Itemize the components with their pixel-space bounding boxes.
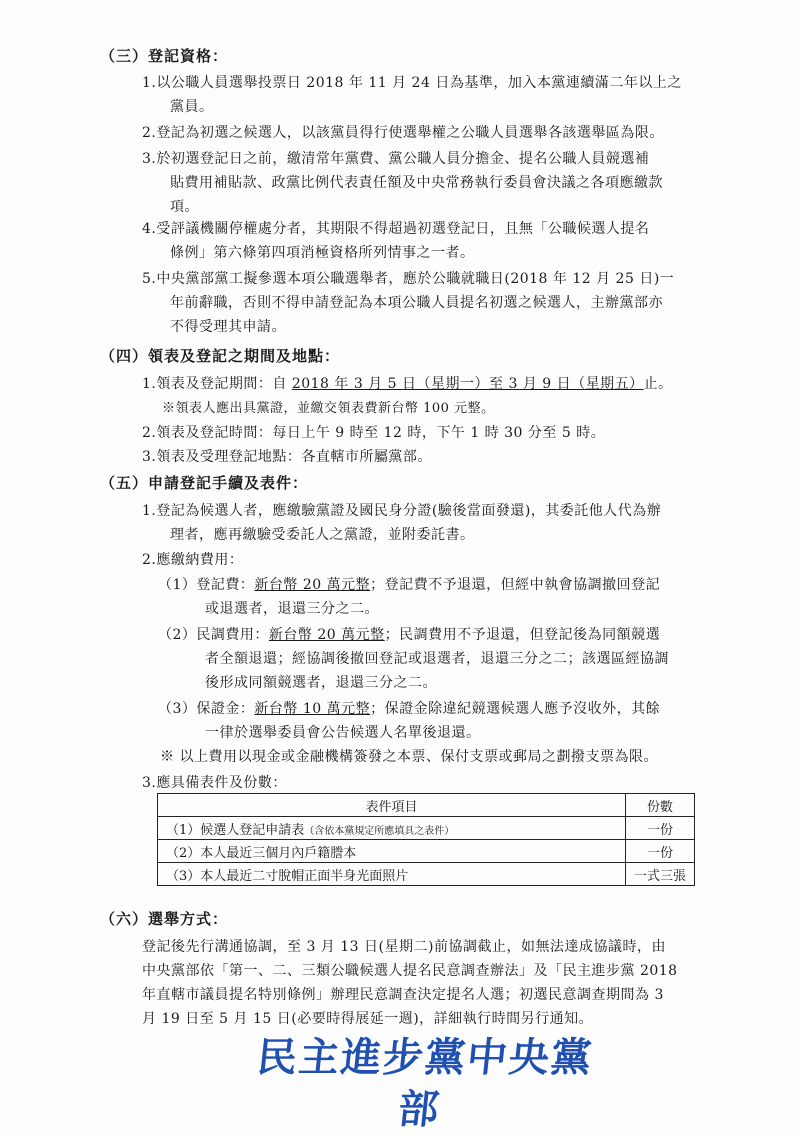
section-4-title: （四）領表及登記之期間及地點： — [100, 347, 341, 365]
sec4-note: ※領表人應出具黨證，並繳交領表費新台幣 100 元整。 — [162, 401, 495, 416]
fee2-amount: 新台幣 20 萬元整 — [268, 627, 385, 643]
sec3-item2: 2.登記為初選之候選人，以該黨員得行使選舉權之公職人員選舉各該選舉區為限。 — [142, 125, 664, 141]
sec3-item3-line3: 項。 — [170, 199, 199, 215]
fee1-amount: 新台幣 20 萬元整 — [254, 577, 371, 593]
table-header-row — [158, 794, 695, 817]
section-6-title: （六）選舉方式： — [100, 910, 229, 928]
fee-item-3 — [158, 698, 660, 718]
row1-sub: （含依本黨規定所應填具之表件） — [304, 825, 455, 837]
row1-item: （1）候選人登記申請表 — [166, 822, 305, 838]
sec6-line1: 登記後先行溝通協調，至 3 月 13 日(星期二)前協調截止，如無法達成協議時，由 — [142, 939, 666, 955]
sec4-item3: 3.領表及受理登記地點：各直轄市所屬黨部。 — [142, 449, 432, 465]
table-header-qty: 份數 — [626, 794, 695, 817]
table-cell-qty: 一式三張 — [626, 863, 695, 886]
sec6-line3: 年直轄市議員提名特別條例」辦理民意調查決定提名人選；初選民意調查期間為 3 — [142, 987, 664, 1003]
sec5-item3: 3.應具備表件及份數： — [142, 775, 287, 791]
table-header-item: 表件項目 — [158, 794, 626, 817]
fee3-suffix: ；保證金除違紀競選候選人應予沒收外，其餘 — [370, 701, 661, 717]
fee3-amount: 新台幣 10 萬元整 — [254, 701, 371, 717]
section-5-title: （五）申請登記手續及表件： — [100, 474, 309, 492]
fee1-line2: 或退選者，退還三分之二。 — [205, 601, 379, 617]
table-cell-item — [158, 817, 626, 840]
required-documents-table — [157, 793, 695, 886]
sec3-item1-line1: 1.以公職人員選舉投票日 2018 年 11 月 24 日為基準，加入本黨連續滿二年以上之 — [142, 75, 682, 91]
sec3-item1-line2: 黨員。 — [170, 99, 214, 115]
table-cell-qty: 一份 — [626, 817, 695, 840]
table-cell-item: （2）本人最近三個月內戶籍謄本 — [158, 840, 626, 863]
sec5-item1-line1: 1.登記為候選人者，應繳驗黨證及國民身分證(驗後當面發還)，其委託他人代為辦 — [142, 503, 662, 519]
fee-note: ※ 以上費用以現金或金融機構簽發之本票、保付支票或郵局之劃撥支票為限。 — [160, 749, 658, 765]
sec4-item1-prefix: 1.領表及登記期間：自 — [142, 376, 292, 392]
sec5-item1-line2: 理者，應再繳驗受委託人之黨證，並附委託書。 — [170, 527, 475, 543]
fee3-prefix: （3）保證金： — [158, 701, 255, 717]
sec4-item1 — [142, 373, 673, 393]
fee2-suffix: ；民調費用不予退還，但登記後為同額競選 — [384, 627, 661, 643]
party-seal-stamp: 民主進步黨中央黨部 — [254, 1035, 596, 1133]
sec3-item3-line2: 貼費用補貼款、政黨比例代表責任額及中央常務執行委員會決議之各項應繳款 — [170, 175, 663, 191]
fee3-line2: 一律於選舉委員會公告候選人名單後退還。 — [205, 725, 481, 741]
table-cell-qty: 一份 — [626, 840, 695, 863]
table-row — [158, 863, 695, 886]
fee2-line3: 後形成同額競選者，退還三分之二。 — [205, 675, 437, 691]
section-3-title: （三）登記資格： — [100, 47, 229, 65]
sec3-item5-line3: 不得受理其申請。 — [170, 319, 286, 335]
sec3-item5-line2: 年前辭職，否則不得申請登記為本項公職人員提名初選之候選人，主辦黨部亦 — [170, 295, 663, 311]
table-row — [158, 840, 695, 863]
sec3-item3-line1: 3.於初選登記日之前，繳清常年黨費、黨公職人員分擔金、提名公職人員競選補 — [142, 151, 650, 167]
sec5-item2: 2.應繳納費用： — [142, 552, 244, 568]
fee-item-2 — [158, 624, 660, 644]
sec3-item4-line1: 4.受評議機關停權處分者，其期限不得超過初選登記日，且無「公職候選人提名 — [142, 221, 650, 237]
sec6-line2: 中央黨部依「第一、二、三類公職候選人提名民意調查辦法」及「民主進步黨 2018 — [142, 963, 678, 979]
fee1-prefix: （1）登記費： — [158, 577, 255, 593]
sec6-line4: 月 19 日至 5 月 15 日(必要時得展延一週)，詳細執行時間另行通知。 — [142, 1011, 594, 1027]
sec3-item5-line1: 5.中央黨部黨工擬參選本項公職選舉者，應於公職就職日(2018 年 12 月 25 日)一 — [142, 271, 675, 287]
sec4-period: 2018 年 3 月 5 日（星期一）至 3 月 9 日（星期五） — [291, 376, 644, 392]
fee2-line2: 者全額退還；經協調後撤回登記或退選者，退還三分之二；該選區經協調 — [205, 651, 669, 667]
sec4-item2: 2.領表及登記時間：每日上午 9 時至 12 時，下午 1 時 30 分至 5 時。 — [142, 425, 606, 441]
fee1-suffix: ；登記費不予退還，但經中執會協調撤回登記 — [370, 577, 661, 593]
table-row — [158, 817, 695, 840]
fee-item-1 — [158, 574, 660, 594]
sec4-item1-suffix: 止。 — [643, 376, 673, 392]
fee2-prefix: （2）民調費用： — [158, 627, 269, 643]
sec3-item4-line2: 條例」第六條第四項消極資格所列情事之一者。 — [170, 245, 475, 261]
table-cell-item: （3）本人最近二寸脫帽正面半身光面照片 — [158, 863, 626, 886]
